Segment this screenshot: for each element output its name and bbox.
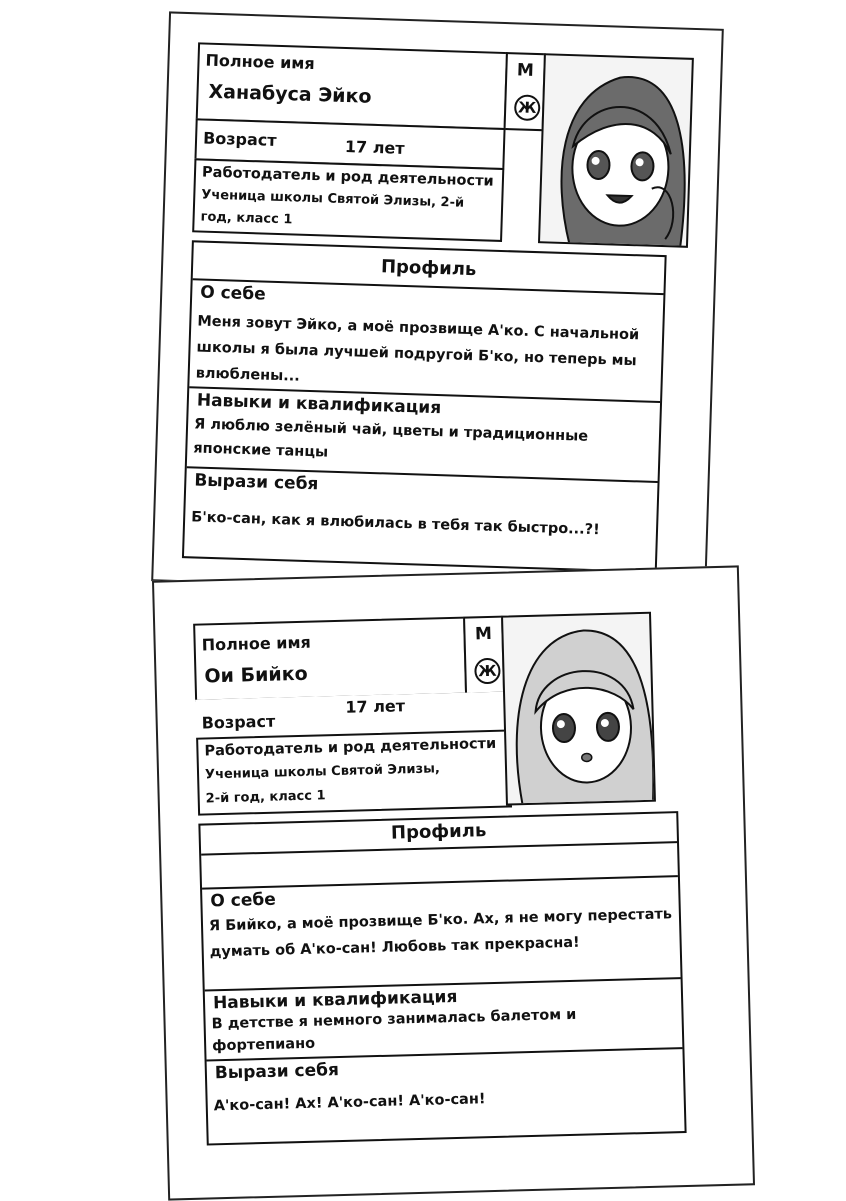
occupation-field	[192, 158, 504, 242]
skills-text: Я люблю зелёный чай, цветы и традиционные японские танцы	[193, 416, 589, 461]
full-name-field	[193, 617, 467, 702]
full-name-field	[196, 42, 508, 130]
full-name-value: Ханабуса Эйко	[208, 80, 372, 108]
sex-female-option-circled: Ж	[514, 94, 541, 121]
sex-field	[463, 616, 505, 695]
age-label: Возраст	[201, 711, 276, 733]
profile-sheet-eiko	[151, 11, 724, 598]
skills-label: Навыки и квалификация	[212, 986, 458, 1014]
sex-female-option-circled: Ж	[474, 658, 501, 685]
portrait-image	[501, 612, 656, 806]
about-label: О себе	[210, 889, 277, 912]
express-section	[207, 1049, 685, 1145]
sex-field	[504, 52, 546, 131]
occupation-field	[196, 729, 512, 815]
profile-sheet-biko	[152, 565, 755, 1200]
sex-male-option: М	[474, 623, 493, 645]
age-value: 17 лет	[344, 137, 405, 158]
occupation-value: Ученица школы Святой Элизы, 2-й год, класс 1	[200, 187, 465, 228]
profile-form	[193, 611, 707, 1149]
express-label: Вырази себя	[194, 470, 319, 495]
skills-label: Навыки и квалификация	[196, 390, 442, 419]
girl-portrait-icon	[503, 614, 656, 806]
profile-section	[198, 811, 686, 1145]
full-name-value: Ои Бийко	[204, 662, 308, 688]
express-section	[184, 468, 658, 571]
profile-title: Профиль	[193, 242, 665, 295]
girl-portrait-icon	[540, 55, 694, 248]
skills-section	[187, 388, 660, 483]
occupation-label: Работодатель и род деятельности	[204, 735, 497, 760]
portrait-image	[538, 53, 694, 248]
about-text: Я Бийко, а моё прозвище Б'ко. Ах, я не могу перестать думать об А'ко-сан! Любовь так прекрасна!	[208, 906, 673, 961]
profile-section	[182, 240, 667, 573]
full-name-label: Полное имя	[201, 632, 312, 655]
about-text: Меня зовут Эйко, а моё прозвище А'ко. С начальной школы я была лучшей подругой Б'ко, но теперь мы влюблены...	[195, 313, 640, 385]
full-name-label: Полное имя	[205, 50, 315, 74]
profile-form	[182, 42, 688, 572]
age-value: 17 лет	[345, 696, 406, 717]
age-label: Возраст	[202, 128, 277, 150]
about-section	[202, 877, 681, 991]
express-label: Вырази себя	[214, 1060, 340, 1084]
sex-male-option: М	[516, 60, 535, 81]
express-text: Б'ко-сан, как я влюбилась в тебя так быстро...?!	[190, 509, 600, 539]
about-section	[189, 280, 663, 403]
skills-text: В детстве я немного занималась балетом и фортепиано	[211, 1006, 577, 1055]
occupation-label: Работодатель и род деятельности	[201, 164, 494, 190]
occupation-value: Ученица школы Святой Элизы, 2-й год, класс 1	[204, 761, 440, 807]
about-label: О себе	[199, 282, 266, 305]
profile-title: Профиль	[390, 820, 487, 844]
skills-section	[205, 979, 683, 1061]
express-text: А'ко-сан! Ах! А'ко-сан! А'ко-сан!	[213, 1091, 486, 1115]
